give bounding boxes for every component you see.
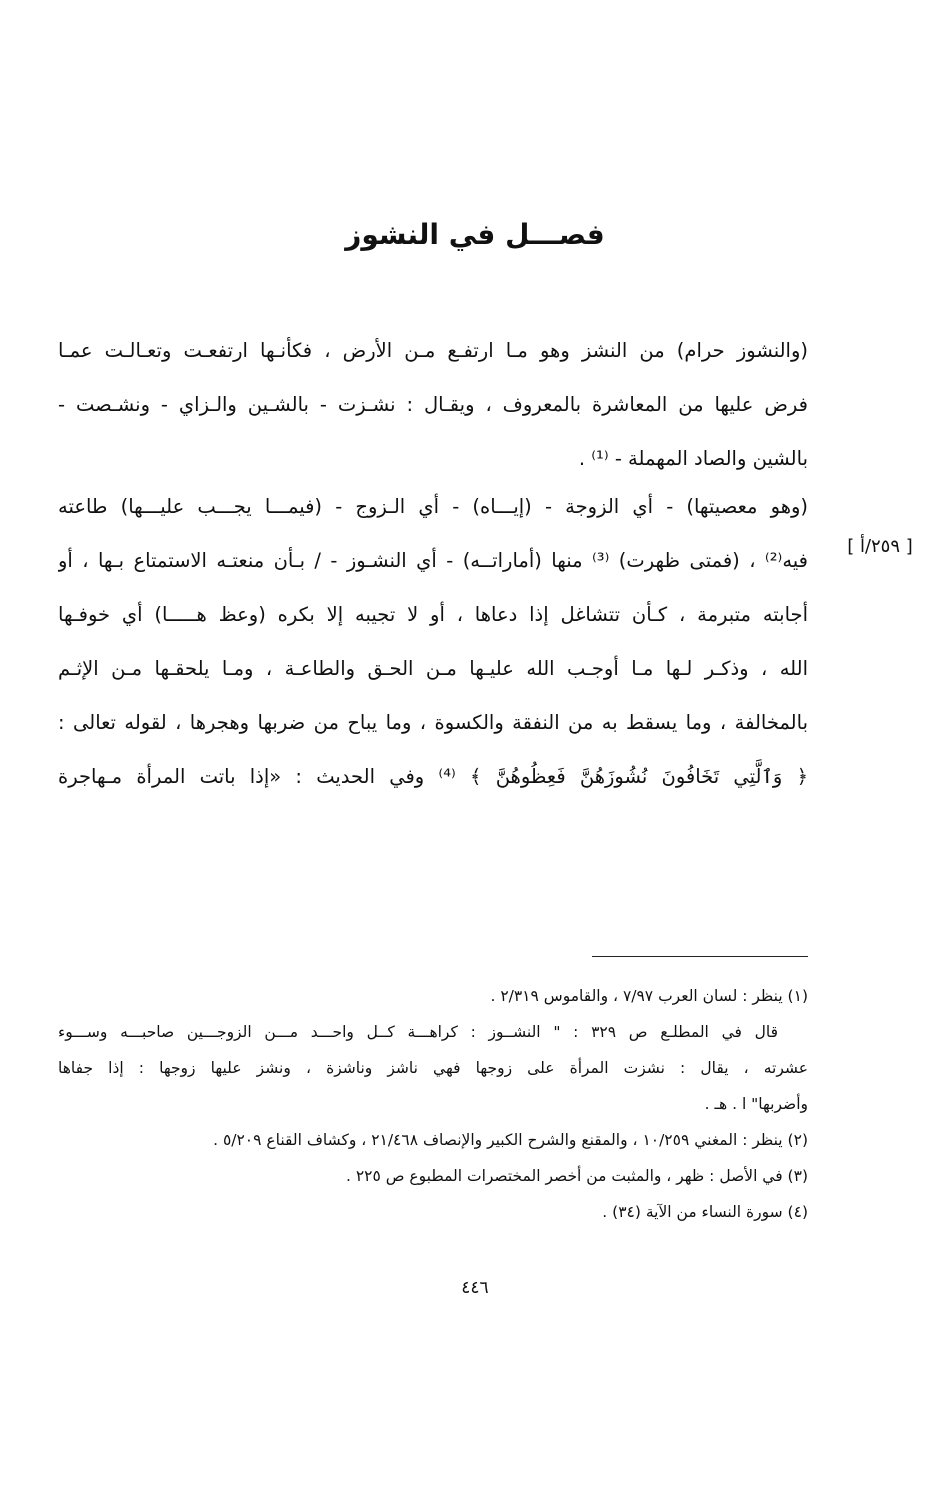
text-line: فرض عليها من المعاشرة بالمعروف ، ويقـال : نشـزت - بالشـين والـزاي - ونشـصت - (58, 393, 808, 416)
page-number: ٤٤٦ (461, 1278, 489, 1298)
footnote-1-continuation: عشرته ، يقال : نشزت المرأة على زوجها فهي ناشز وناشزة ، ونشز عليها زوجها : إذا جفاها (58, 1059, 808, 1077)
footnote-2: (٢) ينظر : المغني ١٠/٢٥٩ ، والمقنع والشرح الكبير والإنصاف ٢١/٤٦٨ ، وكشاف القناع ٥/٢٠٩ . (213, 1131, 808, 1149)
footnote-divider (592, 956, 808, 957)
text-line: (والنشوز حرام) من النشز وهو مـا ارتفـع مـن الأرض ، فكأنـها ارتفعـت وتعـالـت عمـا (58, 339, 808, 362)
text-line: بالشين والصاد المهملة - ⁽¹⁾ . (578, 447, 808, 470)
text-line: ﴿ وَٱلَّتِي تَخَافُونَ نُشُوزَهُنَّ فَعِظُوهُنَّ ﴾ ⁽⁴⁾ وفي الحديث : «إذا باتت المرأة مـهاجرة (58, 765, 808, 788)
paragraph-nushuz-ruling (58, 480, 808, 804)
text-line: فيه⁽²⁾ ، (فمتى ظهرت) ⁽³⁾ منها (أماراتــه) - أي النشـوز - / بـأن منعتـه الاستمتاع بـها ، أو (58, 549, 808, 572)
paragraph-nushuz-definition (58, 324, 808, 486)
text-line: الله ، وذكـر لـها مـا أوجـب الله عليـها مـن الحـق والطاعـة ، ومـا يلحقـها مـن الإثـم (58, 657, 808, 680)
footnote-4: (٤) سورة النساء من الآية (٣٤) . (602, 1203, 808, 1221)
text-line: أجابته متبرمة ، كـأن تتشاغل إذا دعاها ، أو لا تجيبه إلا بكره (وعظ هـــــا) أي خوفـها (58, 603, 808, 626)
footnote-1-continuation: وأضربها" ا . هـ . (704, 1095, 808, 1113)
footnotes-section (58, 978, 808, 1230)
footnote-1-continuation: قال في المطلـع ص ٣٢٩ : " النشــوز : كراهـــة كــل واحـــد مـــن الزوجـــين صاحبـــه وســـوء (58, 1023, 778, 1041)
text-line: (وهو معصيتها) - أي الزوجة - (إيـــاه) - أي الـزوج - (فيمـــا يجـــب عليـــها) طاعته (58, 495, 808, 518)
footnote-3: (٣) في الأصل : ظهر ، والمثبت من أخصر المختصرات المطبوع ص ٢٢٥ . (345, 1167, 808, 1185)
footnote-1: (١) ينظر : لسان العرب ٧/٩٧ ، والقاموس ٢/٣١٩ . (490, 987, 808, 1005)
manuscript-folio-marker: [ ٢٥٩/أ ] (847, 536, 913, 557)
text-line: بالمخالفة ، وما يسقط به من النفقة والكسوة ، وما يباح من ضربها وهجرها ، لقوله تعالى : (58, 711, 808, 734)
chapter-title: فصـــل في النشوز (345, 218, 605, 251)
